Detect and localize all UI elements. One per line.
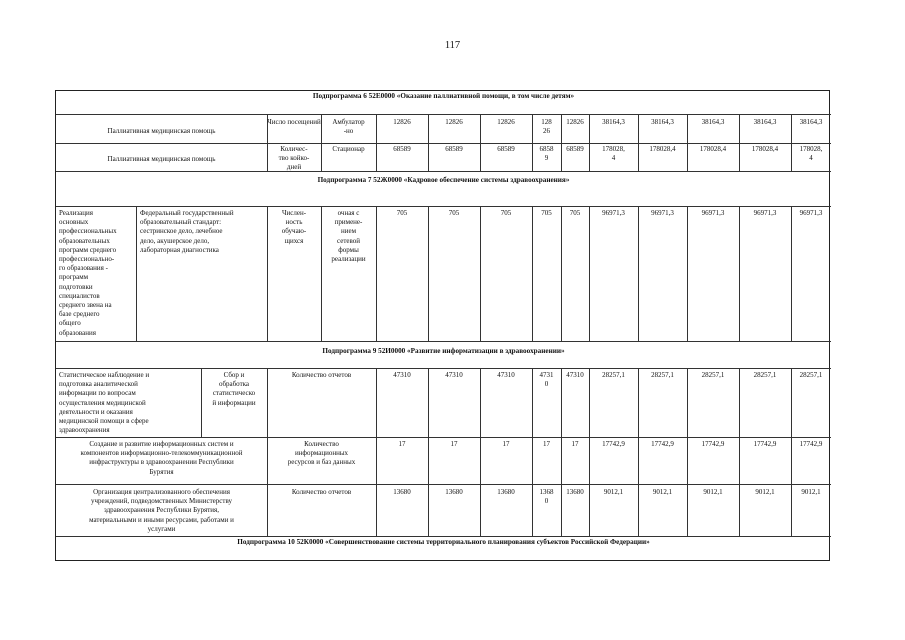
finance-cell: 17742,9 bbox=[602, 440, 625, 448]
finance-cell: 17742,9 bbox=[701, 440, 725, 448]
finance-cell: 96971,3 bbox=[602, 209, 625, 217]
subprogram-10-title: Подпрограмма 10 52К0000 «Совершенствование системы территориального планирования субъектов Российской Федерации» bbox=[237, 538, 650, 546]
finance-cell: 96971,3 bbox=[753, 209, 777, 217]
row-name: Статистическое наблюдение и подготовка аналитической информации по вопросам осуществления медицинской деятельности и оказания медицинской помощи в сфере здравоохранения bbox=[59, 371, 150, 435]
value-cell: 705 bbox=[396, 209, 408, 217]
value-cell: 68589 bbox=[445, 145, 463, 153]
value-cell: 705 bbox=[541, 209, 552, 217]
finance-cell: 28257,1 bbox=[701, 371, 725, 379]
finance-cell: 38164,3 bbox=[799, 118, 823, 126]
value-cell: 13680 bbox=[566, 488, 584, 496]
condition: Амбулатор -но bbox=[332, 118, 365, 136]
subprogram-9-title: Подпрограмма 9 52И0000 «Развитие информатизации в здравоохранении» bbox=[322, 347, 565, 355]
standard: Федеральный государственный образовательный стандарт: сестринское дело, лечебное дело, акушерское дело, лабораторная диагностика bbox=[140, 209, 234, 254]
finance-cell: 38164,3 bbox=[602, 118, 625, 126]
finance-cell: 178028, 4 bbox=[602, 145, 625, 163]
value-cell: 12826 bbox=[445, 118, 463, 126]
finance-cell: 9012,1 bbox=[703, 488, 723, 496]
finance-cell: 9012,1 bbox=[603, 488, 624, 496]
subprogram-7-title: Подпрограмма 7 52Ж0000 «Кадровое обеспечение системы здравоохранения» bbox=[317, 176, 570, 184]
program-table bbox=[55, 90, 830, 561]
col-divider bbox=[136, 206, 137, 341]
col-divider bbox=[376, 206, 377, 341]
row-divider bbox=[56, 341, 831, 342]
finance-cell: 96971,3 bbox=[651, 209, 674, 217]
col-divider bbox=[428, 206, 429, 341]
finance-cell: 17742,9 bbox=[753, 440, 777, 448]
finance-cell: 28257,1 bbox=[753, 371, 777, 379]
row-name: Реализация основных профессиональных образовательных программ среднего профессионально- го образования - программ подготовки специалистов среднего звена на базе среднего общего образования bbox=[59, 209, 117, 337]
row-divider bbox=[56, 484, 831, 485]
col-divider bbox=[589, 206, 590, 341]
value-cell: 13680 bbox=[393, 488, 411, 496]
row-name: Создание и развитие информационных систем и компонентов информационно-телекоммуникационной инфраструктуры в здравоохранении Республики Бурятия bbox=[80, 440, 243, 476]
row-name: Организация централизованного обеспечения учреждений, подведомственных Министерству здравоохранения Республики Бурятия, материальными и иными ресурсами, работами и услугами bbox=[89, 488, 234, 533]
value-cell: 13680 bbox=[445, 488, 463, 496]
row-name: Паллиативная медицинская помощь bbox=[107, 155, 216, 163]
page-number: 117 bbox=[444, 40, 461, 51]
value-cell: 17 bbox=[543, 440, 550, 448]
finance-cell: 178028,4 bbox=[649, 145, 676, 153]
col-divider bbox=[532, 206, 533, 341]
row-name: Паллиативная медицинская помощь bbox=[107, 127, 216, 135]
col-divider bbox=[739, 368, 740, 536]
indicator: Числен- ность обучаю- щихся bbox=[281, 209, 307, 245]
row-divider bbox=[56, 536, 831, 537]
col-divider bbox=[589, 368, 590, 536]
row-divider bbox=[56, 143, 831, 144]
value-cell: 705 bbox=[500, 209, 512, 217]
finance-cell: 178028, 4 bbox=[799, 145, 823, 163]
row-divider bbox=[56, 437, 831, 438]
row-divider bbox=[56, 171, 831, 172]
row-divider bbox=[56, 206, 831, 207]
finance-cell: 9012,1 bbox=[652, 488, 673, 496]
value-cell: 17 bbox=[398, 440, 406, 448]
finance-cell: 38164,3 bbox=[651, 118, 674, 126]
col-divider bbox=[428, 368, 429, 536]
value-cell: 47310 bbox=[497, 371, 515, 379]
finance-cell: 38164,3 bbox=[701, 118, 725, 126]
finance-cell: 17742,9 bbox=[799, 440, 823, 448]
condition: очная с примене- нием сетевой формы реализации bbox=[331, 209, 366, 264]
value-cell: 128 26 bbox=[541, 118, 552, 136]
finance-cell: 28257,1 bbox=[651, 371, 674, 379]
value-cell: 12826 bbox=[393, 118, 411, 126]
work-type: Сбор и обработка статистическо й информации bbox=[212, 371, 256, 407]
value-cell: 1368 0 bbox=[539, 488, 554, 506]
row-divider bbox=[56, 114, 831, 115]
col-divider bbox=[638, 206, 639, 341]
value-cell: 12826 bbox=[497, 118, 515, 126]
value-cell: 705 bbox=[448, 209, 460, 217]
value-cell: 47310 bbox=[393, 371, 411, 379]
value-cell: 17 bbox=[571, 440, 579, 448]
value-cell: 68589 bbox=[393, 145, 411, 153]
finance-cell: 28257,1 bbox=[799, 371, 823, 379]
value-cell: 17 bbox=[502, 440, 510, 448]
finance-cell: 178028,4 bbox=[699, 145, 727, 153]
value-cell: 4731 0 bbox=[539, 371, 554, 389]
indicator: Количество отчетов bbox=[291, 371, 352, 379]
finance-cell: 178028,4 bbox=[751, 145, 779, 153]
col-divider bbox=[376, 368, 377, 536]
finance-cell: 38164,3 bbox=[753, 118, 777, 126]
value-cell: 47310 bbox=[566, 371, 584, 379]
row-divider bbox=[56, 368, 831, 369]
value-cell: 47310 bbox=[445, 371, 463, 379]
finance-cell: 96971,3 bbox=[799, 209, 823, 217]
condition: Стационар bbox=[332, 145, 365, 153]
finance-cell: 17742,9 bbox=[651, 440, 674, 448]
col-divider bbox=[561, 368, 562, 536]
col-divider bbox=[687, 368, 688, 536]
finance-cell: 96971,3 bbox=[701, 209, 725, 217]
indicator: Количес- тво койко- дней bbox=[278, 145, 310, 172]
finance-cell: 28257,1 bbox=[602, 371, 625, 379]
col-divider bbox=[480, 368, 481, 536]
col-divider bbox=[561, 206, 562, 341]
value-cell: 705 bbox=[569, 209, 581, 217]
col-divider bbox=[739, 206, 740, 341]
col-divider bbox=[480, 206, 481, 341]
col-divider bbox=[791, 368, 792, 536]
value-cell: 6858 9 bbox=[539, 145, 554, 163]
value-cell: 13680 bbox=[497, 488, 515, 496]
finance-cell: 9012,1 bbox=[755, 488, 775, 496]
col-divider bbox=[687, 206, 688, 341]
indicator: Число посещений bbox=[267, 118, 321, 126]
value-cell: 17 bbox=[450, 440, 458, 448]
value-cell: 68589 bbox=[566, 145, 584, 153]
value-cell: 12826 bbox=[566, 118, 584, 126]
col-divider bbox=[532, 368, 533, 536]
indicator: Количество информационных ресурсов и баз данных bbox=[287, 440, 356, 467]
finance-cell: 9012,1 bbox=[801, 488, 821, 496]
subprogram-6-title: Подпрограмма 6 52Е0000 «Оказание паллиативной помощи, в том числе детям» bbox=[312, 92, 575, 100]
col-divider bbox=[791, 206, 792, 341]
indicator: Количество отчетов bbox=[291, 488, 352, 496]
col-divider bbox=[638, 368, 639, 536]
value-cell: 68589 bbox=[497, 145, 515, 153]
